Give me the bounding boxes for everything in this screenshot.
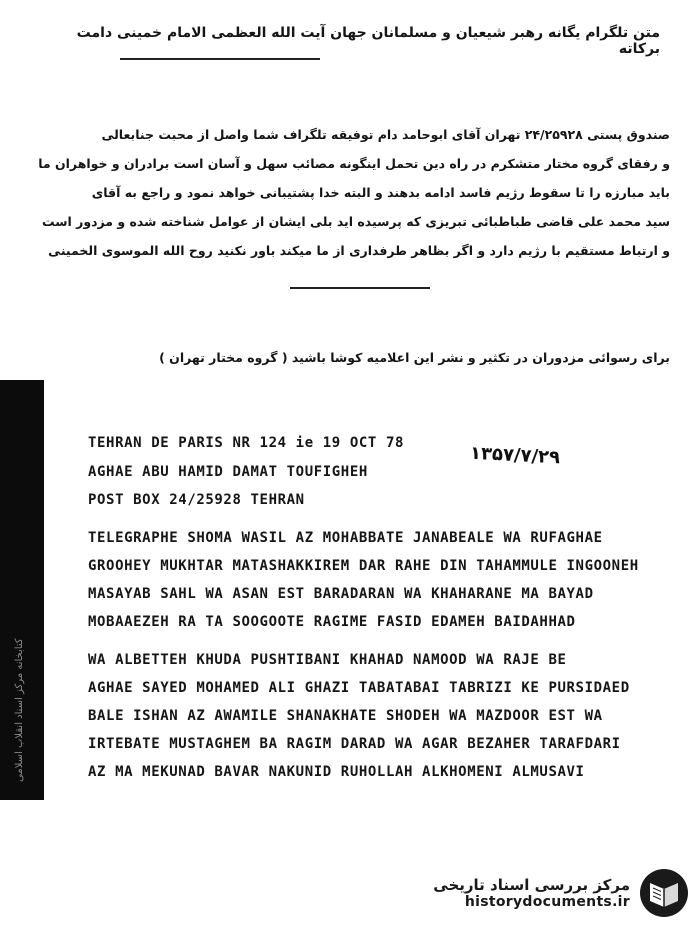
watermark-text (433, 876, 630, 910)
telegram-body-line: TELEGRAPHE SHOMA WASIL AZ MOHABBATE JANABEALE WA RUFAGHAE (88, 530, 603, 546)
telegram-body-line: BALE ISHAN AZ AWAMILE SHANAKHATE SHODEH WA MAZDOOR EST WA (88, 708, 603, 724)
watermark-name: مرکز بررسی اسناد تاریخی (433, 876, 630, 894)
telegram-body-line: MOBAAEZEH RA TA SOOGOOTE RAGIME FASID EDAMEH BAIDAHHAD (88, 614, 576, 630)
persian-body (40, 120, 670, 265)
telegram-body-line: WA ALBETTEH KHUDA PUSHTIBANI KHAHAD NAMOOD WA RAJE BE (88, 652, 567, 668)
persian-line: و رفقای گروه مختار متشکرم در راه دین تحمل اینگونه مصائب سهل و آسان است برادران و خواهران ما (38, 156, 670, 171)
telegram-signature-line: AZ MA MEKUNAD BAVAR NAKUNID RUHOLLAH ALKHOMENI ALMUSAVI (88, 764, 585, 780)
section-divider (290, 287, 430, 289)
persian-title: متن تلگرام یگانه رهبر شیعیان و مسلمانان جهان آیت الله العظمی الامام خمینی دامت برکاته (76, 25, 660, 57)
open-book-logo-icon (638, 867, 690, 919)
telegram-body-line: GROOHEY MUKHTAR MATASHAKKIREM DAR RAHE DIN TAHAMMULE INGOONEH (88, 558, 639, 574)
persian-transcript (38, 25, 670, 365)
persian-footer: برای رسوائی مزدوران در تکثیر و نشر این اعلامیه کوشا باشید ( گروه مختار تهران ) (159, 350, 670, 365)
telegram-text (88, 428, 660, 786)
telegram-addressee-line: AGHAE ABU HAMID DAMAT TOUFIGHEH (88, 464, 368, 480)
archive-side-strip (0, 380, 44, 800)
handwritten-reference-number: ۱۳۵۷/۷/۲۹ (469, 442, 561, 469)
telegram-postbox-line: POST BOX 24/25928 TEHRAN (88, 492, 305, 508)
persian-line: صندوق پستی ۲۴/۲۵۹۲۸ تهران آقای ابوحامد دام توفیقه تلگراف شما واصل از محبت جنابعالی (101, 127, 670, 142)
telegram-body-line: MASAYAB SAHL WA ASAN EST BARADARAN WA KHAHARANE MA BAYAD (88, 586, 594, 602)
persian-line: و ارتباط مستقیم با رژیم دارد و اگر بظاهر طرفداری از ما میکند باور نکنید روح الله الموسوی الخمینی (48, 243, 670, 258)
watermark (433, 864, 690, 922)
side-strip-text: کتابخانه مرکز اسناد انقلاب اسلامی (14, 638, 25, 782)
persian-line: باید مبارزه را تا سقوط رژیم فاسد ادامه بدهند و البته خدا پشتیبانی خواهد نمود و راجع به آقای (91, 185, 670, 200)
watermark-url: historydocuments.ir (464, 894, 630, 910)
persian-line: سید محمد علی قاضی طباطبائی تبریزی که پرسیده اید بلی ایشان از عوامل شناخته شده و مزدور است (41, 214, 670, 229)
title-underline (120, 58, 320, 60)
telegram-body-line: IRTEBATE MUSTAGHEM BA RAGIM DARAD WA AGAR BEZAHER TARAFDARI (88, 736, 621, 752)
telegram-body-line: AGHAE SAYED MOHAMED ALI GHAZI TABATABAI TABRIZI KE PURSIDAED (88, 680, 630, 696)
telegram-header-line: TEHRAN DE PARIS NR 124 ie 19 OCT 78 (88, 435, 405, 451)
